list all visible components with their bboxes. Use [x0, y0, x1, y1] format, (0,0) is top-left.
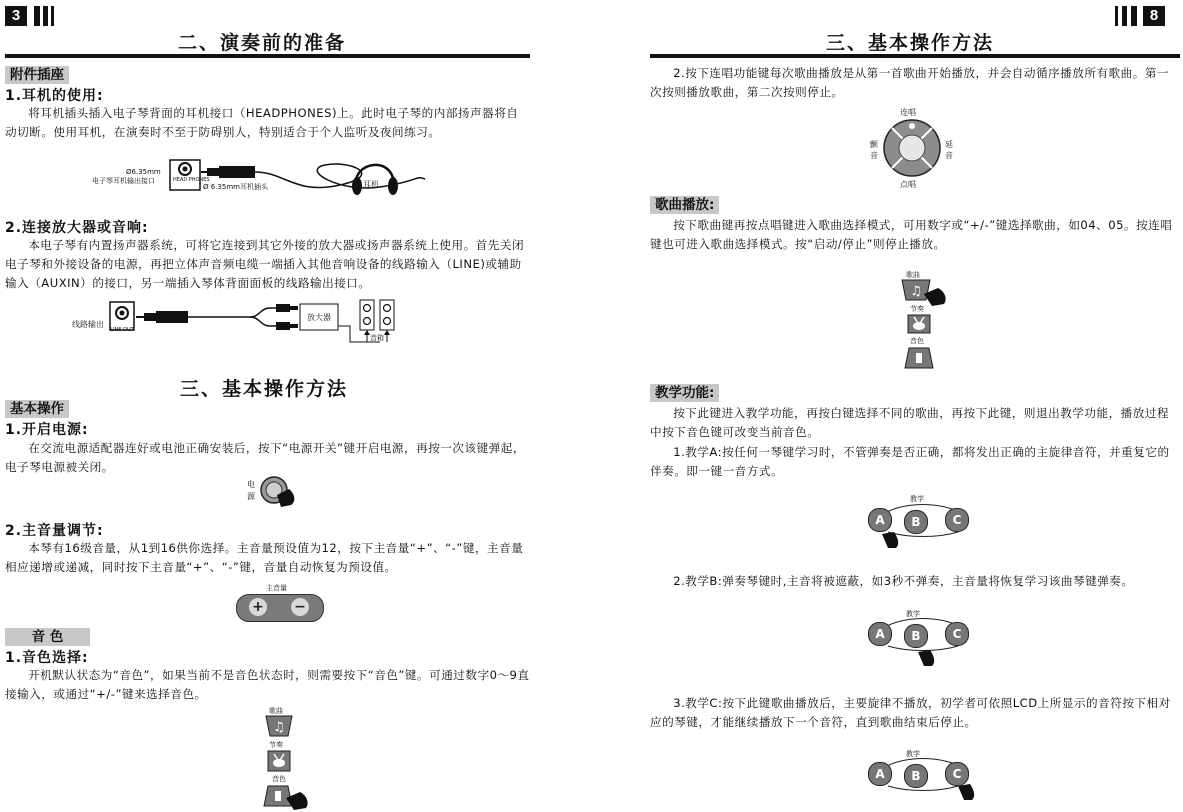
chain-play-dial-icon[interactable] [882, 118, 942, 178]
label-btn-rhythm: 节奏 [269, 741, 283, 749]
label-btn-voice: 音色 [910, 337, 924, 345]
section-title: 三、基本操作方法 [180, 378, 349, 400]
label-speaker: 音箱 [370, 334, 384, 342]
right-page [640, 0, 1183, 812]
voice-button-icon[interactable] [264, 786, 316, 810]
paragraph-power: 在交流电源适配器连好或电池正确安装后，按下“电源开关”键开启电源，再按一次该键弹起，电子琴电源被关闭。 [5, 441, 525, 474]
label-teach: 教学 [906, 610, 920, 618]
rhythm-button-icon[interactable] [908, 315, 930, 333]
label-vibrato-1: 颤 [870, 140, 878, 149]
teach-a-button[interactable]: A [868, 622, 892, 646]
paragraph-teach-b: 2.教学B:弹奏琴键时,主音将被遮蔽，如3秒不弹奏，主音量将恢复学习该曲琴键弹奏。 [673, 574, 1134, 588]
label-amplifier: 放大器 [307, 313, 331, 322]
teach-b-button[interactable]: B [904, 510, 928, 534]
label-btn-song: 歌曲 [906, 271, 920, 279]
label-volume: 主音量 [266, 584, 287, 592]
page-number-badge [5, 6, 70, 26]
label-btn-voice: 音色 [272, 775, 286, 783]
page-title: 二、演奏前的准备 [178, 32, 347, 54]
paragraph-teach: 按下此键进入教学功能，再按白键选择不同的歌曲，再按下此键，则退出教学功能，播放过程中按下音色键可改变当前音色。 [650, 406, 1170, 439]
page-number: 3 [5, 6, 27, 26]
svg-text:♫: ♫ [273, 720, 285, 735]
headphones-icon [348, 152, 402, 200]
label-jack-size: Ø6.35mm [126, 168, 161, 176]
section-tag-basic: 基本操作 [5, 400, 69, 418]
label-socket-line-out: LINE OUT [110, 327, 134, 333]
label-headphones: 耳机 [363, 180, 379, 189]
section-tag-song: 歌曲播放: [650, 196, 719, 214]
power-button-icon [259, 475, 299, 509]
label-teach: 教学 [906, 750, 920, 758]
section-tag-tone: 音 色 [5, 628, 90, 646]
teach-b-button[interactable]: B [904, 764, 928, 788]
paragraph-teach-c: 3.教学C:按下此键歌曲播放后，主要旋律不播放，初学者可依照LCD上所显示的音符按下相对应的琴键，才能继续播放下一个音符，直到歌曲结束后停止。 [650, 696, 1171, 729]
page-title: 三、基本操作方法 [826, 32, 995, 54]
label-power-bottom: 源 [247, 492, 255, 501]
label-line-out: 线路输出 [72, 320, 104, 329]
volume-minus-button[interactable]: − [291, 598, 309, 616]
label-power-top: 电 [247, 480, 255, 489]
label-chain: 连唱 [900, 108, 916, 117]
page-number: 8 [1143, 6, 1165, 26]
heading-headphone: 1.耳机的使用: [5, 88, 104, 104]
label-sustain-2: 音 [945, 151, 953, 160]
heading-tone: 1.音色选择: [5, 650, 89, 666]
label-btn-rhythm: 节奏 [910, 305, 924, 313]
voice-button-icon[interactable] [905, 348, 933, 368]
teach-b-button[interactable]: B [904, 624, 928, 648]
label-headphone-plug: Ø 6.35mm耳机插头 [203, 183, 268, 191]
svg-text:♫: ♫ [910, 284, 922, 299]
teach-a-button[interactable]: A [868, 762, 892, 786]
rhythm-button-icon[interactable] [268, 751, 290, 771]
label-vibrato-2: 音 [870, 151, 878, 160]
teach-c-button[interactable]: C [945, 622, 969, 646]
title-rule [5, 54, 530, 58]
paragraph-amplifier: 本电子琴有内置扬声器系统，可将它连接到其它外接的放大器或扬声器系统上使用。首先关闭电子琴和外接设备的电源，再把立体声音频电缆一端插入其他音响设备的线路输入（LINE)或辅助输入（AUXIN）的接口，另一端插入琴体背面面板的线路输出接口。 [5, 238, 525, 290]
section-tag-accessory: 附件插座 [5, 66, 69, 84]
paragraph-song: 按下歌曲键再按点唱键进入歌曲选择模式，可用数字或“+/-”键选择歌曲，如04、05。按连唱键也可进入歌曲选择模式。按“启动/停止”则停止播放。 [650, 218, 1173, 251]
teach-c-button[interactable]: C [945, 762, 969, 786]
paragraph-volume: 本琴有16级音量，从1到16供你选择。主音量预设值为12，按下主音量“+”、“-”键，主音量相应递增或递减，同时按下主音量“+”、“-”键，音量自动恢复为预设值。 [5, 541, 524, 574]
heading-amplifier: 2.连接放大器或音响: [5, 220, 149, 236]
label-headphone-port: 电子琴耳机输出接口 [92, 177, 155, 185]
title-rule [650, 54, 1180, 58]
page-number-badge [1115, 6, 1180, 26]
paragraph-headphone: 将耳机插头插入电子琴背面的耳机接口（HEADPHONES)上。此时电子琴的内部扬声器将自动切断。使用耳机，在演奏时不至于防碍别人，特别适合于个人监听及夜间练习。 [5, 106, 519, 139]
heading-volume: 2.主音量调节: [5, 523, 104, 539]
line-out-cable-icon [110, 300, 410, 350]
label-socket-headphones: HEAD PHONES [173, 177, 210, 183]
label-request: 点唱 [900, 180, 916, 189]
teach-c-button[interactable]: C [945, 508, 969, 532]
teach-a-button[interactable]: A [868, 508, 892, 532]
section-tag-teach: 教学功能: [650, 384, 719, 402]
volume-plus-button[interactable]: + [249, 598, 267, 616]
label-teach: 教学 [910, 495, 924, 503]
paragraph-teach-a: 1.教学A:按任何一琴键学习时，不管弹奏是否正确，都将发出正确的主旋律音符，并重复它的伴奏。即一键一音方式。 [650, 445, 1170, 478]
heading-power: 1.开启电源: [5, 422, 89, 438]
left-page [0, 0, 545, 812]
song-button-icon[interactable] [266, 716, 292, 736]
paragraph-chain-play: 2.按下连唱功能键每次歌曲播放是从第一首歌曲开始播放，并会自动循序播放所有歌曲。第一次按则播放歌曲，第二次按则停止。 [650, 66, 1170, 99]
song-button-icon[interactable] [902, 280, 952, 306]
label-btn-song: 歌曲 [269, 707, 283, 715]
label-sustain-1: 延 [945, 140, 953, 149]
paragraph-tone: 开机默认状态为“音色”，如果当前不是音色状态时，则需要按下“音色”键。可通过数字0～9直接输入，或通过“+/-”键来选择音色。 [5, 668, 530, 701]
